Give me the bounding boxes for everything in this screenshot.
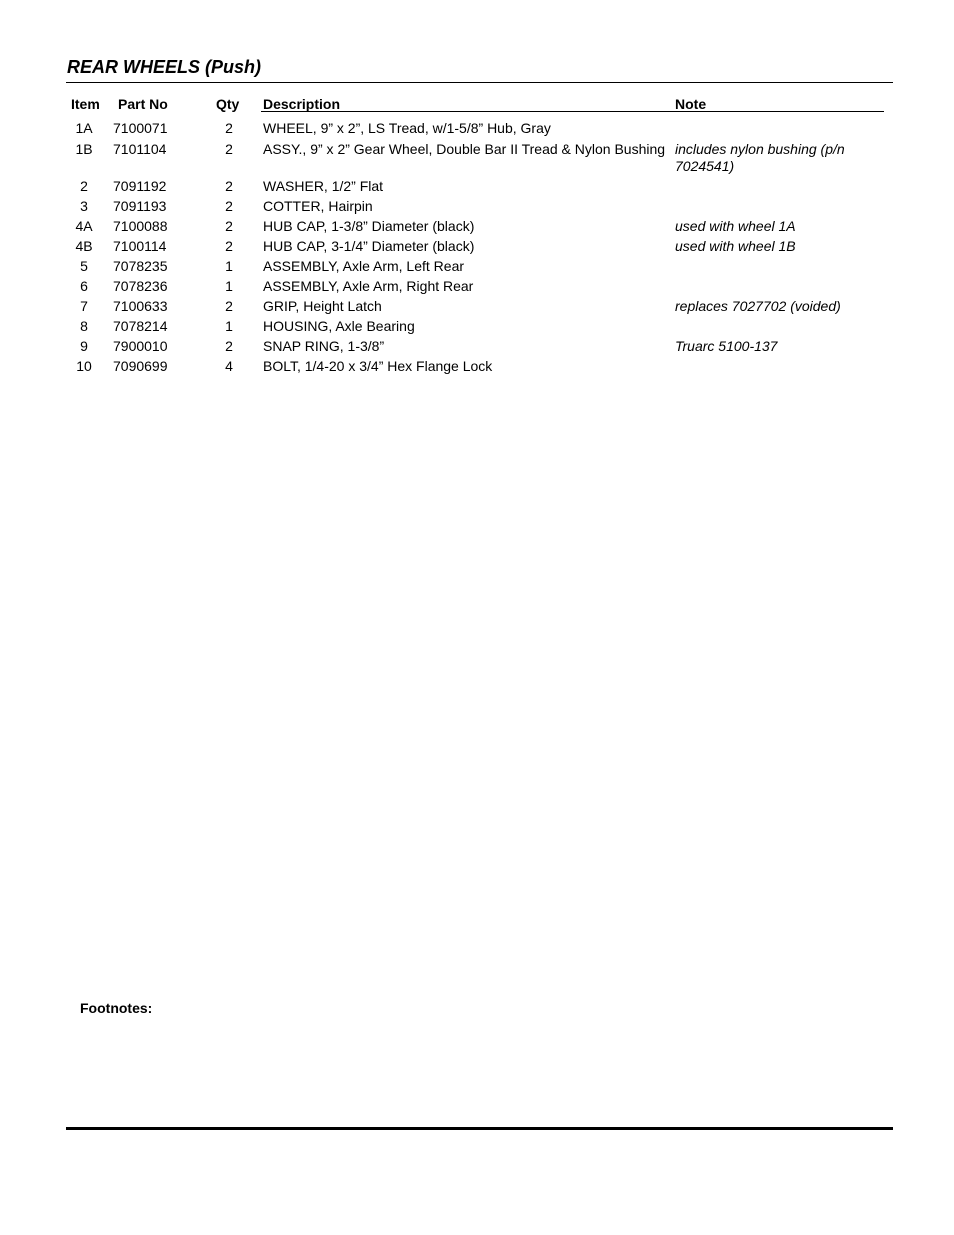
cell-item: 7: [80, 298, 88, 314]
table-row: [0, 198, 954, 218]
cell-part-no: 7100088: [113, 218, 168, 234]
cell-description: ASSEMBLY, Axle Arm, Left Rear: [263, 258, 465, 274]
cell-item: 10: [76, 358, 92, 374]
parts-table: [0, 120, 954, 378]
cell-item: 8: [80, 318, 88, 334]
column-header-part-no: Part No: [118, 96, 168, 112]
table-row: [0, 278, 954, 298]
cell-description: HUB CAP, 3-1/4” Diameter (black): [263, 238, 475, 254]
cell-note: used with wheel 1B: [675, 238, 796, 254]
cell-note: includes nylon bushing (p/n 7024541): [675, 141, 845, 174]
title-divider: [66, 82, 893, 83]
bottom-divider: [66, 1127, 893, 1130]
cell-description: WASHER, 1/2” Flat: [263, 178, 384, 194]
table-row: [0, 178, 954, 198]
cell-qty: 2: [225, 120, 233, 136]
cell-description: SNAP RING, 1-3/8”: [263, 338, 385, 354]
cell-item: 5: [80, 258, 88, 274]
cell-part-no: 7101104: [113, 141, 167, 157]
cell-qty: 2: [225, 218, 233, 234]
cell-note: Truarc 5100-137: [675, 338, 778, 354]
cell-part-no: 7100633: [113, 298, 168, 314]
cell-item: 3: [80, 198, 88, 214]
cell-item: 2: [80, 178, 88, 194]
column-header-item: Item: [71, 96, 100, 112]
cell-description: ASSEMBLY, Axle Arm, Right Rear: [263, 278, 474, 294]
cell-description: GRIP, Height Latch: [263, 298, 382, 314]
table-row: [0, 338, 954, 358]
cell-item: 4B: [75, 238, 93, 254]
cell-note: replaces 7027702 (voided): [675, 298, 841, 314]
cell-qty: 2: [225, 141, 233, 157]
table-row: [0, 238, 954, 258]
cell-part-no: 7090699: [113, 358, 168, 374]
cell-qty: 1: [225, 278, 233, 294]
cell-qty: 2: [225, 238, 233, 254]
header-divider: [261, 111, 884, 112]
cell-item: 6: [80, 278, 88, 294]
cell-part-no: 7100114: [113, 238, 167, 254]
table-row: [0, 358, 954, 378]
table-row: [0, 258, 954, 278]
cell-qty: 2: [225, 298, 233, 314]
table-row: [0, 141, 954, 178]
page-title: REAR WHEELS (Push): [67, 57, 262, 77]
cell-qty: 2: [225, 198, 233, 214]
cell-qty: 4: [225, 358, 233, 374]
cell-description: WHEEL, 9” x 2”, LS Tread, w/1-5/8” Hub, Gray: [263, 120, 551, 136]
table-row: [0, 318, 954, 338]
cell-item: 4A: [75, 218, 93, 234]
cell-part-no: 7091193: [113, 198, 167, 214]
cell-qty: 2: [225, 338, 233, 354]
cell-item: 9: [80, 338, 88, 354]
column-header-description: Description: [263, 96, 341, 112]
cell-description: HUB CAP, 1-3/8” Diameter (black): [263, 218, 475, 234]
cell-part-no: 7091192: [113, 178, 167, 194]
cell-qty: 1: [225, 258, 233, 274]
cell-part-no: 7078236: [113, 278, 168, 294]
column-header-note: Note: [675, 96, 707, 112]
cell-note: used with wheel 1A: [675, 218, 796, 234]
table-row: [0, 298, 954, 318]
cell-description: COTTER, Hairpin: [263, 198, 373, 214]
footnotes-label: Footnotes:: [80, 1000, 153, 1016]
cell-description: BOLT, 1/4-20 x 3/4” Hex Flange Lock: [263, 358, 493, 374]
cell-part-no: 7078214: [113, 318, 168, 334]
cell-item: 1A: [75, 120, 93, 136]
table-row: [0, 120, 954, 141]
cell-part-no: 7100071: [113, 120, 168, 136]
cell-part-no: 7078235: [113, 258, 168, 274]
cell-description: HOUSING, Axle Bearing: [263, 318, 415, 334]
cell-description: ASSY., 9” x 2” Gear Wheel, Double Bar II Tread & Nylon Bushing: [263, 141, 666, 157]
cell-qty: 1: [225, 318, 233, 334]
column-header-qty: Qty: [216, 96, 240, 112]
cell-item: 1B: [75, 141, 93, 157]
cell-qty: 2: [225, 178, 233, 194]
table-row: [0, 218, 954, 238]
cell-part-no: 7900010: [113, 338, 168, 354]
